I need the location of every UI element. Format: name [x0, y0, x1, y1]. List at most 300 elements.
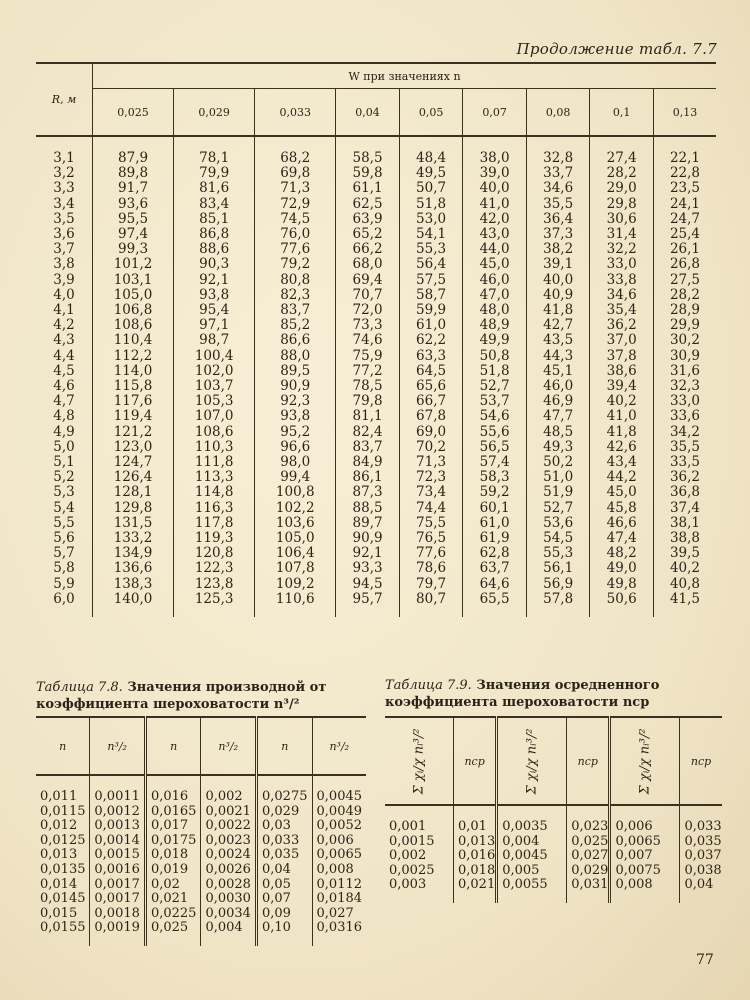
w-value: 110,4: [93, 333, 174, 348]
w-value: 45,0: [463, 257, 527, 272]
w-value: 48,0: [463, 303, 527, 318]
n-value: 0,019: [145, 863, 201, 878]
w-value: 78,6: [399, 561, 463, 576]
w-value: 63,3: [399, 349, 463, 364]
w-value: 33,0: [669, 393, 700, 410]
w-value: 30,6: [590, 212, 654, 227]
w-value: 32,2: [590, 242, 654, 257]
w-value: 117,6: [93, 394, 174, 409]
table-row: [36, 546, 716, 561]
w-value: 40,0: [463, 181, 527, 196]
w-value: 48,2: [590, 546, 654, 561]
w-value: 108,6: [93, 318, 174, 333]
table-row: [36, 485, 716, 500]
table-row: [36, 136, 716, 166]
w-value: 64,5: [399, 364, 463, 379]
w-value: 22,8: [669, 165, 700, 182]
table-row: [36, 166, 716, 181]
w-value: 62,8: [463, 546, 527, 561]
w-value: 119,4: [93, 409, 174, 424]
w-value: 43,0: [463, 227, 527, 242]
ncp-value: 0,016: [454, 849, 497, 864]
n-value: 0,0125: [40, 832, 86, 848]
n32-value: 0,0316: [312, 921, 366, 946]
w-value: 27,5: [669, 271, 700, 288]
w-value: 24,1: [669, 195, 700, 212]
n32-value: 0,0028: [201, 878, 257, 893]
w-value: 105,3: [174, 394, 255, 409]
sum-header: [385, 717, 454, 805]
w-value: 52,7: [463, 379, 527, 394]
w-value: 56,4: [399, 257, 463, 272]
table-row: [36, 288, 716, 303]
n-value-header: 0,1: [590, 89, 654, 137]
w-value: 51,9: [526, 485, 590, 500]
n-value: 0,033: [257, 834, 313, 849]
n32-header: n³/₂: [90, 717, 146, 775]
w-value: 77,6: [399, 546, 463, 561]
table-row: [385, 849, 722, 864]
w-value: 49,8: [590, 577, 654, 592]
w-value: 49,9: [463, 333, 527, 348]
continuation-caption: Продолжение табл. 7.7: [516, 40, 717, 58]
n32-value: 0,0065: [312, 848, 366, 863]
ncp-value: 0,021: [454, 878, 497, 903]
w-value: 42,0: [463, 212, 527, 227]
n-value: 0,035: [257, 848, 313, 863]
w-value: 57,5: [399, 273, 463, 288]
w-value: 105,0: [93, 288, 174, 303]
w-value: 93,8: [174, 288, 255, 303]
w-value: 88,0: [255, 349, 336, 364]
r-value: 5,0: [36, 440, 93, 455]
w-value: 50,6: [590, 592, 654, 617]
w-value: 71,3: [399, 455, 463, 470]
n-value: 0,0155: [40, 920, 86, 936]
w-value: 65,6: [399, 379, 463, 394]
w-value: 91,7: [93, 181, 174, 196]
ncp-value: 0,018: [454, 864, 497, 879]
w-value: 29,0: [590, 181, 654, 196]
table-row: [385, 864, 722, 879]
table-row: [36, 425, 716, 440]
w-value: 80,7: [399, 592, 463, 617]
w-value: 88,5: [336, 501, 400, 516]
w-value: 40,0: [526, 273, 590, 288]
w-value: 116,3: [174, 501, 255, 516]
ncp-value: 0,035: [680, 835, 722, 850]
w-value: 71,3: [255, 181, 336, 196]
w-value: 102,2: [255, 501, 336, 516]
w-value: 67,8: [399, 409, 463, 424]
w-value: 47,0: [463, 288, 527, 303]
w-value: 52,7: [526, 501, 590, 516]
w-value: 82,4: [336, 425, 400, 440]
table-row: [36, 577, 716, 592]
sum-value: 0,004: [497, 835, 567, 850]
w-value: 115,8: [93, 379, 174, 394]
r-value: 4,4: [36, 349, 93, 364]
r-value: 3,1: [36, 136, 93, 166]
w-value: 84,9: [336, 455, 400, 470]
w-value: 38,0: [463, 136, 527, 166]
ncp-header: nср: [567, 717, 610, 805]
w-value: 29,9: [669, 317, 700, 334]
w-value: 113,3: [174, 470, 255, 485]
w-value: 39,5: [669, 545, 700, 562]
w-value: 89,7: [336, 516, 400, 531]
w-value: 25,4: [669, 226, 700, 243]
w-value: 55,3: [526, 546, 590, 561]
w-value: 33,6: [669, 408, 700, 425]
w-value: 74,4: [399, 501, 463, 516]
w-value: 42,7: [526, 318, 590, 333]
sum-value: 0,002: [389, 848, 427, 864]
table-row: [36, 805, 366, 820]
w-value: 85,2: [255, 318, 336, 333]
n-value: 0,0145: [40, 891, 86, 907]
w-value: 125,3: [174, 592, 255, 617]
w-value: 43,5: [526, 333, 590, 348]
table-row: [36, 455, 716, 470]
w-value: 44,3: [526, 349, 590, 364]
table-row: [385, 878, 722, 903]
w-value: 53,6: [526, 516, 590, 531]
w-value: 37,3: [526, 227, 590, 242]
table-row: [36, 349, 716, 364]
n32-value: 0,0024: [201, 848, 257, 863]
ncp-value: 0,01: [454, 805, 497, 835]
r-value: 5,6: [36, 531, 93, 546]
n-value: 0,0135: [40, 861, 86, 877]
w-value: 41,5: [669, 590, 700, 607]
n-header: n: [257, 717, 313, 775]
w-value: 45,1: [526, 364, 590, 379]
r-value: 4,0: [36, 288, 93, 303]
sum-value: 0,008: [610, 878, 680, 903]
w-value: 88,6: [174, 242, 255, 257]
r-value: 5,1: [36, 455, 93, 470]
page-number: 77: [696, 952, 714, 968]
r-value: 4,8: [36, 409, 93, 424]
w-value: 107,0: [174, 409, 255, 424]
w-value: 102,0: [174, 364, 255, 379]
w-value: 48,4: [399, 136, 463, 166]
w-value: 46,0: [526, 379, 590, 394]
n-value-header: 0,04: [336, 89, 400, 137]
table-row: [36, 531, 716, 546]
w-value: 99,4: [255, 470, 336, 485]
w-value: 30,9: [669, 347, 700, 364]
n32-value: 0,0034: [201, 907, 257, 922]
w-value: 73,4: [399, 485, 463, 500]
w-value: 49,3: [526, 440, 590, 455]
n32-value: 0,0012: [90, 805, 146, 820]
table-row: [36, 775, 366, 805]
w-value: 30,2: [669, 332, 700, 349]
w-value: 26,1: [669, 241, 700, 258]
r-value: 4,1: [36, 303, 93, 318]
table-row: [36, 197, 716, 212]
table-row: [385, 835, 722, 850]
w-value: 34,6: [590, 288, 654, 303]
w-value: 72,9: [255, 197, 336, 212]
n32-value: 0,0184: [312, 892, 366, 907]
n32-value: 0,0021: [201, 805, 257, 820]
n-value: 0,0115: [40, 803, 86, 819]
w-value: 69,0: [399, 425, 463, 440]
r-value: 5,2: [36, 470, 93, 485]
r-value: 5,4: [36, 501, 93, 516]
table-row: [36, 409, 716, 424]
sum-value: 0,001: [389, 819, 427, 834]
w-value: 114,0: [93, 364, 174, 379]
w-value: 34,2: [669, 423, 700, 440]
w-value: 59,9: [399, 303, 463, 318]
n-value: 0,04: [257, 863, 313, 878]
table-row: [36, 834, 366, 849]
ncp-value: 0,033: [680, 805, 722, 835]
n-value: 0,011: [40, 789, 78, 804]
w-value: 74,6: [336, 333, 400, 348]
w-value: 63,9: [336, 212, 400, 227]
table-row: [36, 470, 716, 485]
n32-value: 0,008: [312, 863, 366, 878]
r-value: 4,2: [36, 318, 93, 333]
table-row: [36, 848, 366, 863]
n-value: 0,0165: [145, 805, 201, 820]
w-value: 54,6: [463, 409, 527, 424]
table-row: [36, 242, 716, 257]
w-value: 54,5: [526, 531, 590, 546]
w-value: 38,1: [669, 514, 700, 531]
w-value: 77,2: [336, 364, 400, 379]
sum-value: 0,0025: [389, 862, 435, 878]
w-value: 126,4: [93, 470, 174, 485]
w-value: 31,4: [590, 227, 654, 242]
w-value: 60,1: [463, 501, 527, 516]
w-value: 78,5: [336, 379, 400, 394]
w-value: 80,8: [255, 273, 336, 288]
w-value: 131,5: [93, 516, 174, 531]
table-7-9: [385, 716, 722, 903]
w-value: 39,4: [590, 379, 654, 394]
n-value-header: 0,029: [174, 89, 255, 137]
w-value: 114,8: [174, 485, 255, 500]
n32-header: n³/₂: [312, 717, 366, 775]
w-value: 40,2: [669, 560, 700, 577]
r-value: 4,9: [36, 425, 93, 440]
w-value: 83,7: [336, 440, 400, 455]
w-value: 54,1: [399, 227, 463, 242]
w-value: 61,0: [463, 516, 527, 531]
w-value: 111,8: [174, 455, 255, 470]
r-value: 3,8: [36, 257, 93, 272]
w-value: 34,6: [526, 181, 590, 196]
table-row: [36, 921, 366, 946]
w-value: 92,3: [255, 394, 336, 409]
n-value: 0,0225: [145, 907, 201, 922]
w-value: 110,6: [255, 592, 336, 617]
table-row: [385, 805, 722, 835]
w-value: 28,2: [669, 286, 700, 303]
w-value: 63,7: [463, 561, 527, 576]
w-value: 78,1: [174, 136, 255, 166]
w-value: 38,8: [669, 530, 700, 547]
w-value: 99,3: [93, 242, 174, 257]
w-value: 90,3: [174, 257, 255, 272]
w-value: 35,5: [669, 438, 700, 455]
w-value: 47,7: [526, 409, 590, 424]
w-value: 82,3: [255, 288, 336, 303]
w-value: 32,8: [526, 136, 590, 166]
sum-header: [497, 717, 567, 805]
n32-value: 0,004: [201, 921, 257, 946]
w-value: 95,2: [255, 425, 336, 440]
w-value: 68,0: [336, 257, 400, 272]
w-value: 62,2: [399, 333, 463, 348]
w-value: 23,5: [669, 180, 700, 197]
n32-value: 0,0023: [201, 834, 257, 849]
w-value: 83,7: [255, 303, 336, 318]
w-value: 42,6: [590, 440, 654, 455]
w-value: 100,8: [255, 485, 336, 500]
n-value: 0,017: [145, 819, 201, 834]
w-value: 39,0: [463, 166, 527, 181]
w-value: 55,3: [399, 242, 463, 257]
w-value: 64,6: [463, 577, 527, 592]
table-row: [36, 878, 366, 893]
w-value: 22,1: [669, 150, 700, 166]
n-value: 0,012: [40, 818, 78, 834]
w-value: 51,8: [399, 197, 463, 212]
w-value: 26,8: [669, 256, 700, 273]
n-value-header: 0,025: [93, 89, 174, 137]
r-value: 3,6: [36, 227, 93, 242]
n32-value: 0,0015: [90, 848, 146, 863]
w-value: 68,2: [255, 136, 336, 166]
n-value-header: 0,08: [526, 89, 590, 137]
w-value: 75,9: [336, 349, 400, 364]
ncp-value: 0,037: [680, 849, 722, 864]
w-value: 48,5: [526, 425, 590, 440]
w-value: 86,1: [336, 470, 400, 485]
n32-value: 0,0011: [90, 775, 146, 805]
w-value: 128,1: [93, 485, 174, 500]
w-value: 33,0: [590, 257, 654, 272]
caption-text: Значения производной от коэффициента шероховатости n³/²: [36, 680, 327, 712]
w-value: 86,6: [255, 333, 336, 348]
w-value: 29,8: [590, 197, 654, 212]
w-value: 56,9: [526, 577, 590, 592]
w-value: 92,1: [174, 273, 255, 288]
w-value: 105,0: [255, 531, 336, 546]
w-value: 83,4: [174, 197, 255, 212]
n-value-header: 0,05: [399, 89, 463, 137]
n32-value: 0,006: [312, 834, 366, 849]
n-value-header: 0,07: [463, 89, 527, 137]
table-7-7: [36, 62, 716, 617]
w-value: 44,0: [463, 242, 527, 257]
w-value: 98,7: [174, 333, 255, 348]
w-value: 73,3: [336, 318, 400, 333]
w-value: 76,5: [399, 531, 463, 546]
table-row: [36, 440, 716, 455]
w-value: 59,8: [336, 166, 400, 181]
sum-value: 0,007: [610, 849, 680, 864]
w-value: 79,7: [399, 577, 463, 592]
n32-header: n³/₂: [201, 717, 257, 775]
table-row: [36, 501, 716, 516]
w-value: 33,7: [526, 166, 590, 181]
n-value: 0,10: [257, 921, 313, 946]
w-value: 119,3: [174, 531, 255, 546]
w-value: 31,6: [669, 362, 700, 379]
w-value: 35,4: [590, 303, 654, 318]
ncp-value: 0,025: [567, 835, 610, 850]
table-row: [36, 561, 716, 576]
w-value: 86,8: [174, 227, 255, 242]
n32-value: 0,0014: [90, 834, 146, 849]
ncp-value: 0,029: [567, 864, 610, 879]
w-value: 97,1: [174, 318, 255, 333]
sum-formula: Σ χᵢ/χ nᵢ³/²: [524, 728, 540, 794]
w-value: 136,6: [93, 561, 174, 576]
n-value: 0,0275: [257, 775, 313, 805]
w-value: 32,3: [669, 378, 700, 395]
w-value: 95,4: [174, 303, 255, 318]
n32-value: 0,0017: [90, 892, 146, 907]
table-row: [36, 181, 716, 196]
w-value: 50,7: [399, 181, 463, 196]
w-value: 38,2: [526, 242, 590, 257]
w-value: 37,0: [590, 333, 654, 348]
w-value: 55,6: [463, 425, 527, 440]
w-value: 33,5: [669, 454, 700, 471]
w-value: 87,9: [93, 136, 174, 166]
n-value: 0,0175: [145, 834, 201, 849]
w-value: 41,8: [526, 303, 590, 318]
r-value: 5,9: [36, 577, 93, 592]
w-value: 58,7: [399, 288, 463, 303]
w-value: 28,2: [590, 166, 654, 181]
w-value: 28,9: [669, 302, 700, 319]
w-value: 45,0: [590, 485, 654, 500]
n-value: 0,02: [145, 878, 201, 893]
w-value: 47,4: [590, 531, 654, 546]
table-7-8: [36, 716, 366, 946]
w-value: 43,4: [590, 455, 654, 470]
w-value: 129,8: [93, 501, 174, 516]
n-value: 0,018: [145, 848, 201, 863]
w-value: 56,5: [463, 440, 527, 455]
n32-value: 0,0022: [201, 819, 257, 834]
table-row: [36, 212, 716, 227]
r-value: 4,6: [36, 379, 93, 394]
n32-value: 0,0018: [90, 907, 146, 922]
w-value: 39,1: [526, 257, 590, 272]
n32-value: 0,0112: [312, 878, 366, 893]
r-header: R, м: [36, 63, 93, 136]
caption-text: Значения осредненного коэффициента шероховатости nср: [385, 678, 660, 710]
n-value: 0,014: [40, 876, 78, 892]
w-value: 121,2: [93, 425, 174, 440]
w-value: 65,5: [463, 592, 527, 617]
w-value: 103,6: [255, 516, 336, 531]
sum-value: 0,0065: [610, 835, 680, 850]
w-value: 75,5: [399, 516, 463, 531]
w-value: 24,7: [669, 210, 700, 227]
